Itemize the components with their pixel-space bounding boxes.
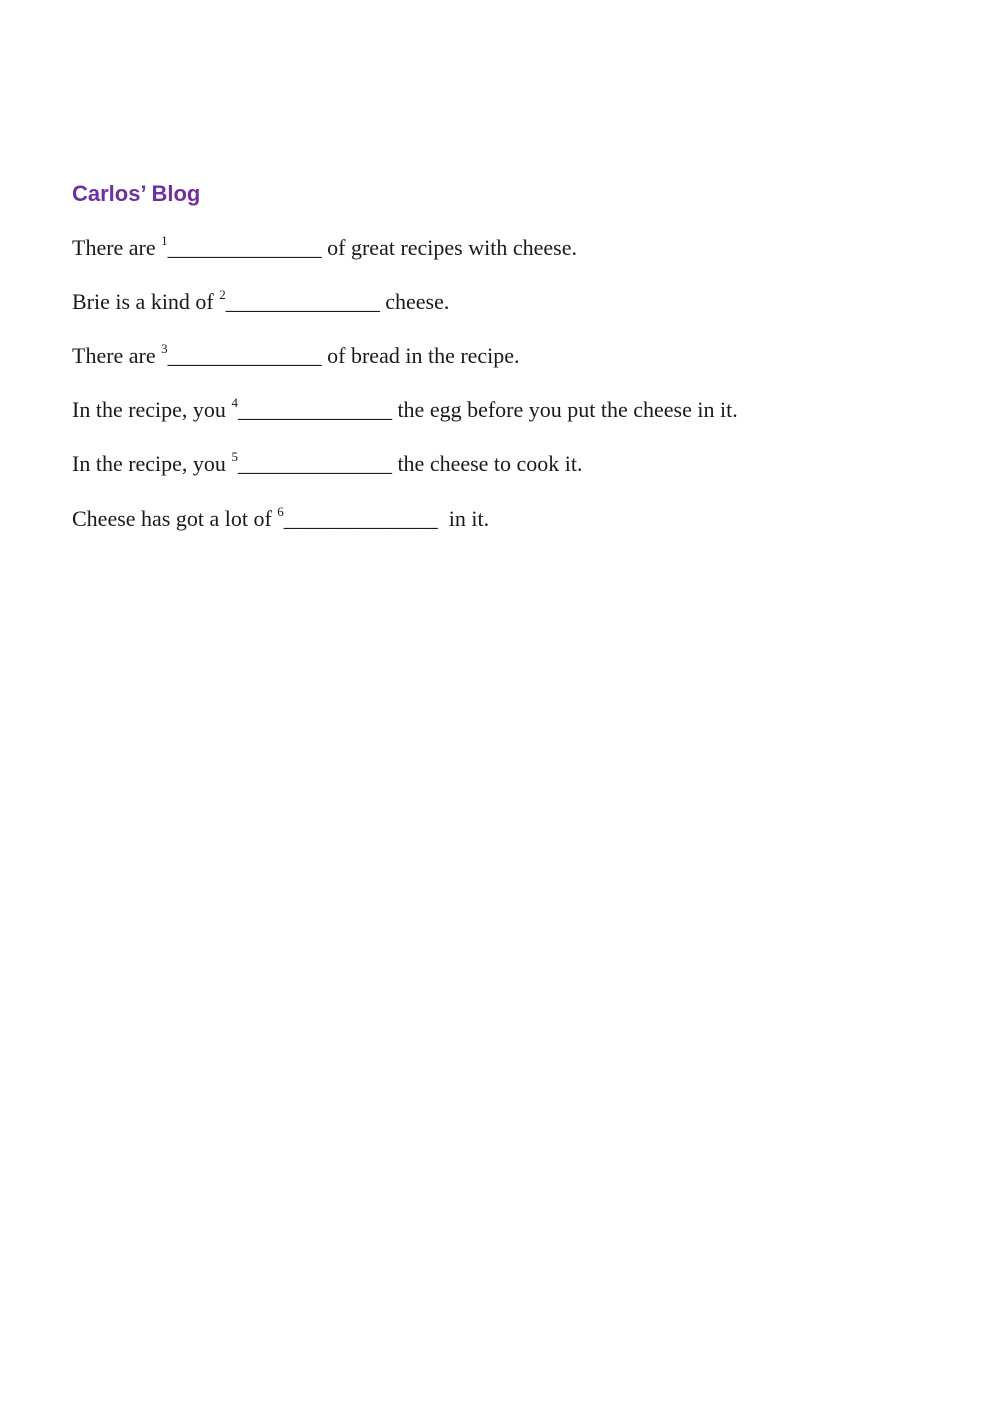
question-number: 6: [277, 503, 284, 519]
sentence-text-after: of bread in the recipe.: [321, 343, 520, 368]
question-number: 3: [161, 340, 168, 356]
sentence-text-before: There are: [72, 235, 162, 260]
answer-blank[interactable]: ______________: [237, 451, 392, 476]
page-title: Carlos’ Blog: [72, 181, 201, 206]
sentence-text-after: the cheese to cook it.: [391, 451, 583, 476]
sentence-text-before: In the recipe, you: [72, 451, 232, 476]
sentence-text-after: of great recipes with cheese.: [321, 235, 577, 260]
answer-blank[interactable]: ______________: [225, 289, 380, 314]
sentence-text-before: Brie is a kind of: [72, 289, 220, 314]
answer-blank[interactable]: ______________: [283, 506, 438, 531]
answer-blank[interactable]: ______________: [237, 397, 392, 422]
answer-blank[interactable]: ______________: [167, 343, 322, 368]
sentence-text-after: the egg before you put the cheese in it.: [391, 397, 738, 422]
question-number: 1: [161, 232, 168, 248]
sentence-text-before: There are: [72, 343, 162, 368]
question-number: 2: [219, 286, 226, 302]
sentence-text-before: Cheese has got a lot of: [72, 506, 278, 531]
sentence-1: [72, 234, 577, 262]
sentence-2: [72, 288, 449, 316]
sentence-6: [72, 505, 489, 533]
sentence-4: [72, 396, 738, 424]
sentence-text-after: in it.: [437, 506, 490, 531]
answer-blank[interactable]: ______________: [167, 235, 322, 260]
question-number: 4: [231, 394, 238, 410]
sentence-text-after: cheese.: [379, 289, 450, 314]
sentence-3: [72, 342, 520, 370]
sentence-5: [72, 450, 583, 478]
sentence-text-before: In the recipe, you: [72, 397, 232, 422]
question-number: 5: [231, 448, 238, 464]
